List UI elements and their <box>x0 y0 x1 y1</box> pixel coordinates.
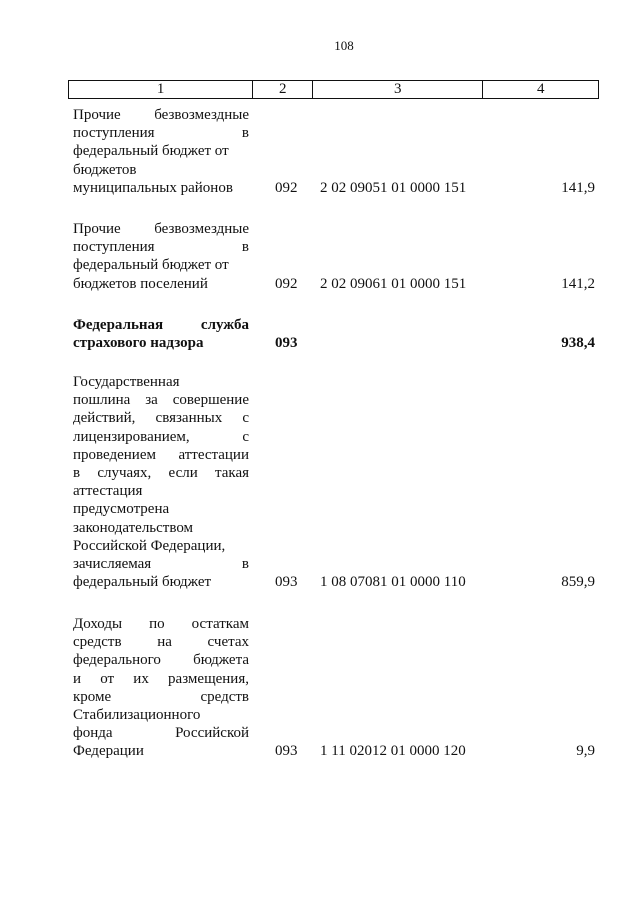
description-line: законодательством <box>73 519 194 536</box>
row-amount: 9,9 <box>576 743 595 760</box>
description-line: проведением аттестации <box>73 446 249 463</box>
description-line: лицензированием, с <box>73 428 249 445</box>
description-line: предусмотрена <box>73 501 170 518</box>
row-description <box>73 316 249 352</box>
description-line: федеральный бюджет от <box>73 257 229 274</box>
description-line: средств на счетах <box>73 634 249 651</box>
description-line: действий, связанных с <box>73 410 249 427</box>
row-description <box>73 615 249 761</box>
description-line: кроме средств <box>73 688 249 705</box>
description-line: фонда Российской <box>73 725 249 742</box>
description-line: поступления в <box>73 125 249 142</box>
description-line: и от их размещения, <box>73 670 249 687</box>
description-line: пошлина за совершение <box>73 392 249 409</box>
row-kbk: 1 08 07081 01 0000 110 <box>320 574 466 591</box>
row-code: 093 <box>275 574 298 591</box>
row-kbk: 2 02 09051 01 0000 151 <box>320 179 467 196</box>
description-line: Федерации <box>73 743 144 760</box>
row-code: 093 <box>275 335 298 352</box>
description-line: муниципальных районов <box>73 179 233 196</box>
description-line: Прочие безвозмездные <box>73 107 249 123</box>
row-description <box>73 106 249 197</box>
row-kbk: 2 02 09061 01 0000 151 <box>320 275 467 292</box>
row-description <box>73 220 249 293</box>
header-col-2: 2 <box>253 81 313 98</box>
header-col-4: 4 <box>536 81 545 97</box>
row-amount: 141,9 <box>561 179 595 196</box>
row-amount: 141,2 <box>561 275 595 292</box>
table-header <box>68 80 599 99</box>
description-line: Прочие безвозмездные <box>73 221 249 237</box>
description-line: зачисляемая в <box>73 556 249 573</box>
description-line: Доходы по остаткам <box>73 616 249 632</box>
description-line: федерального бюджета <box>73 652 249 669</box>
row-amount: 938,4 <box>561 335 595 352</box>
description-line: в случаях, если такая <box>73 465 249 482</box>
description-line: бюджетов <box>73 161 137 178</box>
description-line: поступления в <box>73 239 249 256</box>
description-line: Федеральная служба <box>73 317 249 333</box>
row-code: 092 <box>275 179 298 196</box>
description-line: федеральный бюджет от <box>73 143 229 160</box>
description-line: федеральный бюджет <box>73 574 212 591</box>
description-line: страхового надзора <box>73 335 204 352</box>
page-number: 108 <box>334 38 354 53</box>
description-line: Стабилизационного <box>73 707 201 724</box>
description-line: аттестация <box>73 483 143 500</box>
header-col-3: 3 <box>313 81 483 98</box>
row-kbk: 1 11 02012 01 0000 120 <box>320 743 466 760</box>
description-line: бюджетов поселений <box>73 275 208 292</box>
row-amount: 859,9 <box>561 574 595 591</box>
description-line: Российской Федерации, <box>73 537 226 554</box>
header-col-1: 1 <box>69 81 253 98</box>
row-description <box>73 373 249 591</box>
description-line: Государственная <box>73 374 180 390</box>
row-code: 092 <box>275 275 298 292</box>
row-code: 093 <box>275 743 298 760</box>
